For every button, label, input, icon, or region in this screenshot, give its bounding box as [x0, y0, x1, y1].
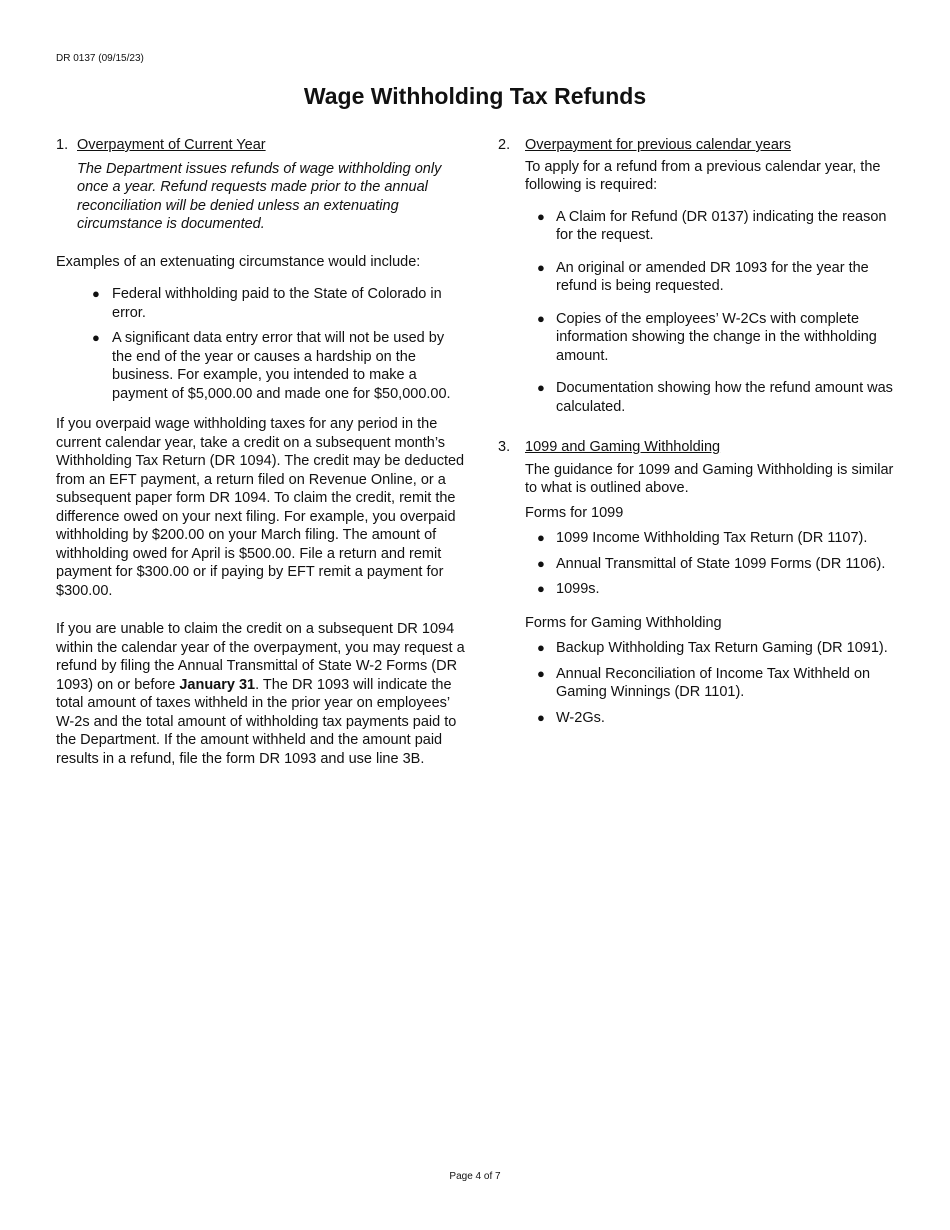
- list-item: [537, 555, 898, 574]
- bullet-icon: ●: [537, 259, 545, 275]
- list-item-text: An original or amended DR 1093 for the year the refund is being requested.: [556, 259, 869, 294]
- forms-1099-list: [498, 529, 898, 599]
- credit-paragraph: If you overpaid wage withholding taxes for any period in the current calendar year, take a credit on a subsequent month’s Withholding Tax Return (DR 1094). The credit may be deducted from an EFT payment, a return filed on Revenue Online, or a subsequent paper form DR 1094. To claim the credit, remit the difference owed on your next filing. For example, you overpaid withholding by $200.00 on your March filing. The amount of withholding owed for April is $500.00. File a return and remit payment for $300.00 or if paying by EFT remit a payment for $300.00.: [56, 416, 465, 599]
- section-2-heading: [498, 136, 898, 155]
- bullet-icon: ●: [537, 530, 545, 545]
- list-item: [537, 310, 898, 366]
- section-title: Overpayment for previous calendar years: [525, 137, 791, 153]
- list-item: [537, 529, 898, 548]
- section-1-intro: The Department issues refunds of wage withholding only once a year. Refund requests made prior to the annual reconciliation will be denied unless an extenuating circumstance is documented.: [77, 160, 442, 232]
- bullet-icon: ●: [537, 665, 545, 681]
- section-number: 1.: [56, 137, 69, 153]
- section-number: 2.: [498, 137, 511, 153]
- section-3-intro: The guidance for 1099 and Gaming Withholding is similar to what is outlined above.: [525, 461, 894, 496]
- list-item: [537, 665, 898, 702]
- refund-text-before: If you are unable to claim the credit on a subsequent DR 1094 within the calendar year of the overpayment, you may request a refund by filing the Annual Transmittal of State W-2 Forms (DR 1093) on or before: [56, 621, 465, 693]
- examples-lead: Examples of an extenuating circumstance would include:: [56, 253, 421, 270]
- list-item: [92, 329, 468, 403]
- bullet-icon: ●: [537, 310, 545, 326]
- page-title: Wage Withholding Tax Refunds: [303, 83, 647, 109]
- page-number: Page 4 of 7: [449, 1171, 501, 1182]
- list-item-text: Annual Reconciliation of Income Tax Withheld on Gaming Winnings (DR 1101).: [556, 665, 871, 700]
- bullet-icon: ●: [92, 286, 100, 301]
- bullet-icon: ●: [92, 330, 100, 345]
- refund-paragraph: [56, 620, 468, 768]
- list-item: [537, 580, 898, 599]
- list-item: [537, 709, 898, 728]
- bullet-icon: ●: [537, 555, 545, 571]
- bullet-icon: ●: [537, 581, 545, 596]
- list-item: [537, 208, 898, 245]
- section-1-heading: [56, 136, 468, 155]
- list-item-text: Copies of the employees’ W-2Cs with complete information showing the change in the withholding amount.: [556, 310, 877, 364]
- left-column: [56, 136, 468, 768]
- forms-1099-label: Forms for 1099: [525, 504, 624, 521]
- section-3-heading: [498, 438, 898, 457]
- list-item: [537, 639, 898, 658]
- right-column: [498, 136, 898, 727]
- list-item: [537, 379, 898, 416]
- requirements-list: [498, 208, 898, 417]
- refund-text-after: . The DR 1093 will indicate the total amount of taxes withheld in the prior year on employees’ W-2s and the total amount of withholding tax payments paid to the Department. If the amount withheld and the amount paid results in a refund, file the form DR 1093 and use line 3B.: [56, 676, 457, 767]
- bullet-icon: ●: [537, 380, 545, 395]
- list-item-text: 1099 Income Withholding Tax Return (DR 1107).: [556, 530, 868, 546]
- bullet-icon: ●: [537, 640, 545, 655]
- list-item-text: Annual Transmittal of State 1099 Forms (DR 1106).: [556, 555, 886, 572]
- section-title: 1099 and Gaming Withholding: [525, 439, 721, 455]
- list-item-text: A significant data entry error that will not be used by the end of the year or causes a hardship on the business. For example, you intended to make a payment of $5,000.00 and made one for $50,000.00.: [112, 330, 451, 402]
- gaming-forms-label: Forms for Gaming Withholding: [525, 614, 722, 631]
- section-number: 3.: [498, 439, 511, 455]
- list-item-text: Federal withholding paid to the State of Colorado in error.: [112, 286, 442, 321]
- list-item-text: 1099s.: [556, 581, 600, 597]
- form-id: DR 0137 (09/15/23): [56, 53, 144, 64]
- list-item-text: A Claim for Refund (DR 0137) indicating the reason for the request.: [556, 208, 887, 243]
- list-item-text: Documentation showing how the refund amount was calculated.: [556, 380, 893, 415]
- bullet-icon: ●: [537, 208, 545, 224]
- list-item: [537, 259, 898, 296]
- list-item-text: W-2Gs.: [556, 709, 605, 726]
- refund-deadline: January 31: [179, 676, 256, 693]
- section-title: Overpayment of Current Year: [77, 137, 266, 153]
- list-item-text: Backup Withholding Tax Return Gaming (DR 1091).: [556, 640, 888, 656]
- bullet-icon: ●: [537, 709, 545, 725]
- list-item: [92, 285, 468, 322]
- examples-list: [56, 285, 468, 403]
- section-2-intro: To apply for a refund from a previous calendar year, the following is required:: [525, 158, 881, 193]
- gaming-forms-list: [498, 639, 898, 727]
